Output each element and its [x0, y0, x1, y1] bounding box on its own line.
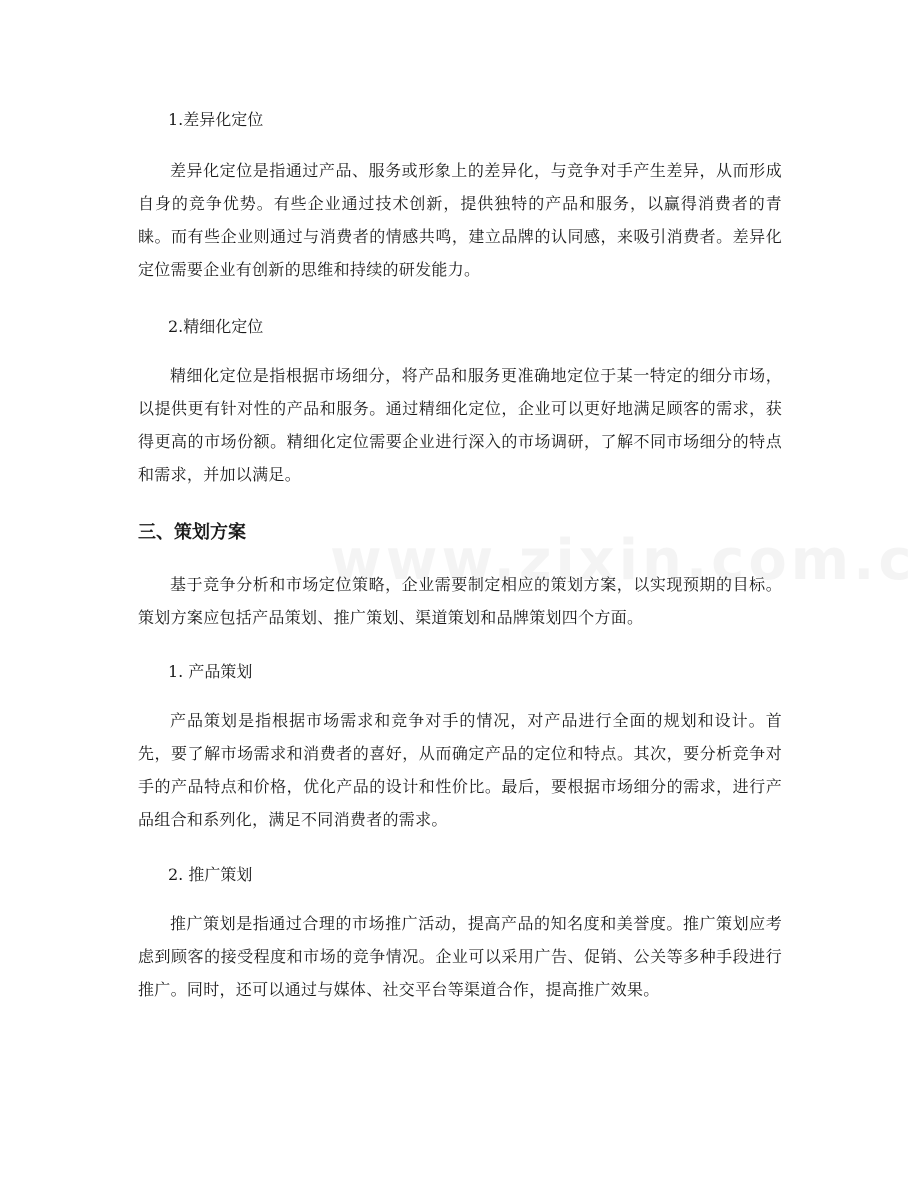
subheading-differentiation: 1.差异化定位 — [168, 110, 264, 129]
section-heading-planning: 三、策划方案 — [138, 522, 246, 543]
subheading-promotion: 2. 推广策划 — [168, 865, 253, 884]
paragraph-promotion: 推广策划是指通过合理的市场推广活动，提高产品的知名度和美誉度。推广策划应考虑到顾客的接受程度和市场的竞争情况。企业可以采用广告、促销、公关等多种手段进行推广。同时，还可以通过与媒体、社交平台等渠道合作，提高推广效果。 — [138, 914, 782, 999]
paragraph-product: 产品策划是指根据市场需求和竞争对手的情况，对产品进行全面的规划和设计。首先，要了解市场需求和消费者的喜好，从而确定产品的定位和特点。其次，要分析竞争对手的产品特点和价格，优化产品的设计和性价比。最后，要根据市场细分的需求，进行产品组合和系列化，满足不同消费者的需求。 — [138, 711, 782, 829]
paragraph-refinement: 精细化定位是指根据市场细分，将产品和服务更准确地定位于某一特定的细分市场，以提供更有针对性的产品和服务。通过精细化定位，企业可以更好地满足顾客的需求，获得更高的市场份额。精细化定位需要企业进行深入的市场调研，了解不同市场细分的特点和需求，并加以满足。 — [138, 366, 782, 484]
paragraph-planning-intro: 基于竞争分析和市场定位策略，企业需要制定相应的策划方案，以实现预期的目标。策划方案应包括产品策划、推广策划、渠道策划和品牌策划四个方面。 — [138, 575, 782, 627]
subheading-refinement: 2.精细化定位 — [168, 317, 264, 336]
paragraph-differentiation: 差异化定位是指通过产品、服务或形象上的差异化，与竞争对手产生差异，从而形成自身的竞争优势。有些企业通过技术创新，提供独特的产品和服务，以赢得消费者的青睐。而有些企业则通过与消费者的情感共鸣，建立品牌的认同感，来吸引消费者。差异化定位需要企业有创新的思维和持续的研发能力。 — [138, 161, 782, 279]
subheading-product: 1. 产品策划 — [168, 662, 253, 681]
